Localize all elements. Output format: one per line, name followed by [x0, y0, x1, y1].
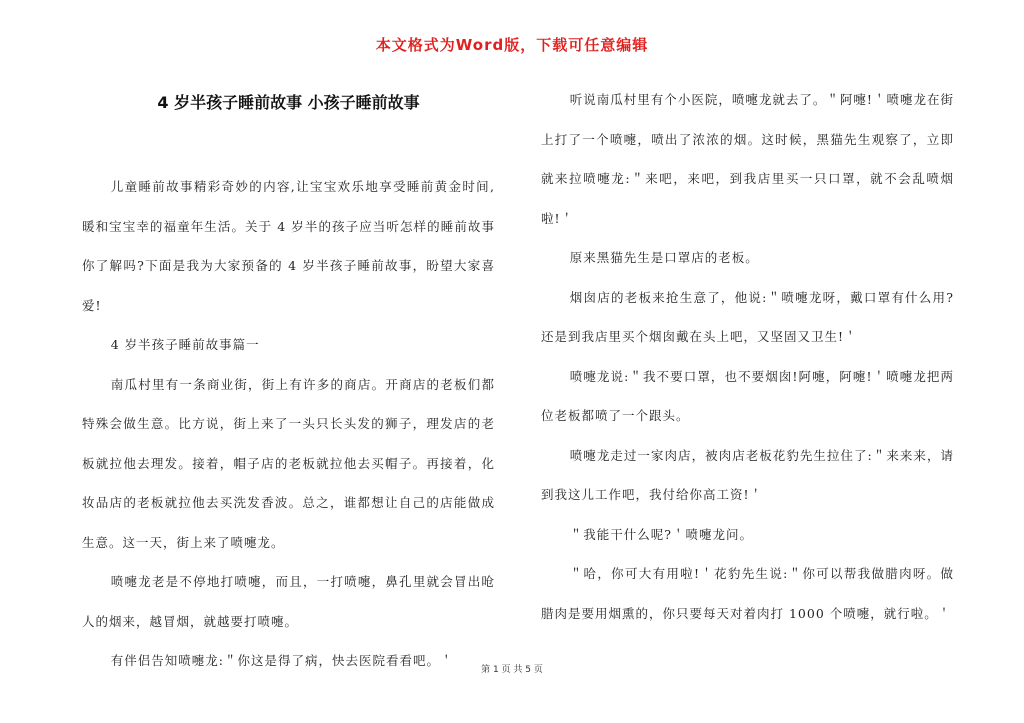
intro-paragraph: 儿童睡前故事精彩奇妙的内容,让宝宝欢乐地享受睡前黄金时间,暖和宝宝幸的福童年生活。关于 4 岁半的孩子应当听怎样的睡前故事你了解吗?下面是我为大家预备的 4 岁半孩子睡前故事，盼望大家喜爱!	[82, 179, 495, 313]
document-title: 4 岁半孩子睡前故事 小孩子睡前故事	[157, 93, 420, 112]
story-paragraph: ＂我能干什么呢?＇喷嚏龙问。	[569, 526, 753, 542]
story-paragraph: ＂哈，你可大有用啦!＇花豹先生说:＂你可以帮我做腊肉呀。做腊肉是要用烟熏的，你只要每天对着肉打 1000 个喷嚏，就行啦。＇	[541, 566, 954, 621]
left-column	[82, 80, 495, 681]
story-paragraph: 喷嚏龙说:＂我不要口罩，也不要烟囱!阿嚏，阿嚏!＇喷嚏龙把两位老板都喷了一个跟头。	[541, 368, 954, 423]
story-paragraph: 喷嚏龙走过一家肉店，被肉店老板花豹先生拉住了:＂来来来，请到我这儿工作吧，我付给你高工资!＇	[541, 447, 954, 502]
story-paragraph: 烟囱店的老板来抢生意了，他说:＂喷嚏龙呀，戴口罩有什么用?还是到我店里买个烟囱戴在头上吧，又坚固又卫生!＇	[541, 289, 954, 344]
story-paragraph: 喷嚏龙老是不停地打喷嚏，而且，一打喷嚏，鼻孔里就会冒出呛人的烟来，越冒烟，就越要打喷嚏。	[82, 574, 495, 629]
story-paragraph: 有伴侣告知喷嚏龙:＂你这是得了病，快去医院看看吧。＇	[110, 653, 454, 668]
download-banner: 本文格式为Word版，下载可任意编辑	[375, 36, 649, 54]
story-paragraph: 听说南瓜村里有个小医院，喷嚏龙就去了。＂阿嚏!＇喷嚏龙在街上打了一个喷嚏，喷出了浓浓的烟。这时候，黑猫先生观察了，立即就来拉喷嚏龙:＂来吧，来吧，到我店里买一只口罩，就不会乱喷烟啦!＇	[541, 92, 954, 226]
page-number-footer: 第 1 页 共 5 页	[481, 665, 543, 675]
section-heading: 4 岁半孩子睡前故事篇一	[110, 337, 260, 352]
story-paragraph: 南瓜村里有一条商业街，街上有许多的商店。开商店的老板们都特殊会做生意。比方说，街上来了一头只长头发的狮子，理发店的老板就拉他去理发。接着，帽子店的老板就拉他去买帽子。再接着，化妆品店的老板就拉他去买洗发香波。总之，谁都想让自己的店能做成生意。这一天，街上来了喷嚏龙。	[82, 376, 495, 550]
story-paragraph: 原来黑猫先生是口罩店的老板。	[569, 250, 759, 265]
document-page	[82, 80, 962, 668]
right-column	[541, 80, 954, 633]
